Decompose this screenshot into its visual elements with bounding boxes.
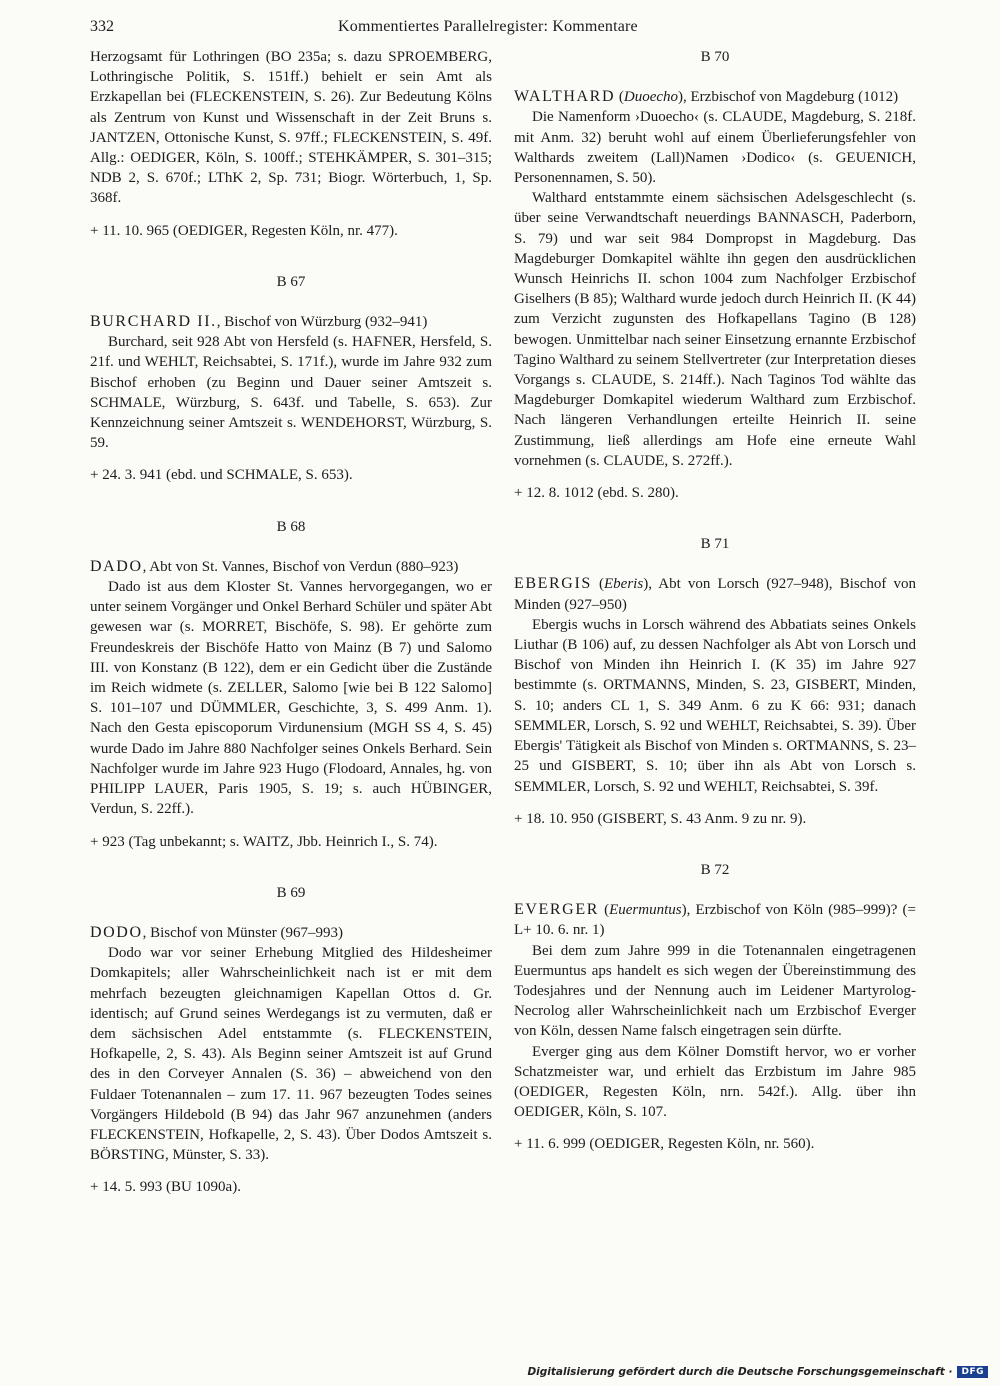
entry-heading: WALTHARD (Duoecho), Erzbischof von Magdeburg (1012) (514, 88, 899, 106)
entry-title: , Abt von St. Vannes, Bischof von Verdun (880–923) (142, 558, 459, 575)
death-date: + 11. 6. 999 (OEDIGER, Regesten Köln, nr. 560). (514, 1136, 815, 1153)
death-date: + 24. 3. 941 (ebd. und SCHMALE, S. 653). (90, 467, 353, 484)
entry-alias: Euermuntus (609, 902, 682, 919)
right-column (514, 47, 916, 1155)
dfg-logo: DFG (957, 1366, 988, 1378)
entry-title: , Abt von Lorsch (927–948), Bischof von Minden (927–950) (514, 576, 916, 613)
entry-body: Dodo war vor seiner Erhebung Mitglied des Hildesheimer Domkapitels; aller Wahrscheinlichkeit nach ist er mit dem mehrfach bezeugten gleichnamigen Kapellan Ottos d. Gr. identisch; auf Grund seines Werdegangs ist zu vermuten, daß er dem sächsischen Adel entstammte (s. FLECKENSTEIN, Hofkapelle, 2, S. 43). Als Beginn seiner Amtszeit ist auf Grund des in den Corveyer Annalen (S. 36) – abweichend von den Fuldaer Totenannalen – zum 17. 11. 967 bezeugten Todes seines Vorgängers Hildebold (B 94) das Jahr 967 anzunehmen (anders FLECKENSTEIN, Hofkapelle, 2, S. 43). Über Dodos Amtszeit s. BÖRSTING, Münster, S. 33). (90, 945, 492, 1164)
entry-name: EBERGIS (514, 575, 592, 593)
entry-body: Bei dem zum Jahre 999 in die Totenannalen eingetragenen Euermuntus aps handelt es sich wegen der Übereinstimmung des Todesjahres und der Nennung auch im Leidener Martyrolog-Necrolog aller Wahrscheinlichkeit nach um Erzbischof Everger von Köln, dessen Name falsch eingetragen sein dürfte. (514, 942, 916, 1040)
entry-heading (90, 557, 492, 577)
left-column (90, 47, 492, 1198)
entry-body: Die Namenform ›Duoecho‹ (s. CLAUDE, Magdeburg, S. 218f. mit Anm. 32) beruht wohl auf einem Überlieferungsfehler von Walthards zweitem (Lall)Namen ›Dodico‹ (s. GEUENICH, Personennamen, S. 50). (514, 109, 916, 187)
page-number: 332 (90, 18, 114, 35)
running-title: Kommentiertes Parallelregister: Kommentare (338, 18, 638, 35)
entry-body: Everger ging aus dem Kölner Domstift hervor, wo er vorher Schatzmeister war, und erhielt das Erzbistum im Jahre 985 (OEDIGER, Regesten Köln, nrn. 542f.). Allg. über ihn OEDIGER, Köln, S. 107. (514, 1043, 916, 1121)
entry-title: , Bischof von Münster (967–993) (142, 924, 344, 941)
entry-title: , Bischof von Würzburg (932–941) (216, 314, 428, 331)
entry-body: Walthard entstammte einem sächsischen Adelsgeschlecht (s. über seine Verwandtschaft neuerdings BANNASCH, Paderborn, S. 79) und war seit 984 Dompropst in Magdeburg. Das Magdeburger Domkapitel wählte ihn gegen den ausdrücklichen Wunsch Heinrichs II. schon 1004 zum Nachfolger Erzbischof Giselhers (B 85); Walthard wurde jedoch durch Heinrich II. (K 44) zum Verzicht zugunsten des Hofkapellans Tagino (B 128) bewogen. Unmittelbar nach seiner Einsetzung ernannte Erzbischof Tagino Walthard zu seinem Stellvertreter (zur Interpretation dieses Vorgangs s. CLAUDE, S. 214ff.). Nach Taginos Tod wählte das Magdeburger Domkapitel wiederum Walthard zum Erzbischof. Nach längeren Verhandlungen erteilte Heinrich II. seine Zustimmung, ließ allerdings am Hofe eine erneute Wahl vornehmen (s. CLAUDE, S. 272ff.). (514, 190, 916, 469)
entry-number: B 68 (276, 518, 306, 535)
entry-name: BURCHARD II. (90, 313, 217, 331)
entry-name: EVERGER (514, 901, 599, 919)
entry-number: B 67 (276, 273, 306, 290)
entry-heading: EBERGIS (Eberis), Abt von Lorsch (927–948), Bischof von Minden (927–950) (514, 575, 916, 613)
entry-name: DODO (90, 923, 143, 941)
entry-heading (90, 312, 492, 332)
entry-body: Dado ist aus dem Kloster St. Vannes hervorgegangen, wo er unter seinem Vorgänger und Onkel Berhard Schüler und später Abt gewesen war (s. MORRET, Bischöfe, S. 98). Er gehörte zum Freundeskreis der Bischöfe Hatto von Mainz (B 7) und Salomo III. von Konstanz (B 122), dem er ein Gedicht über die Zustände im Reich widmete (s. ZELLER, Salomo [wie bei B 122 Salomo] S. 101–107 und DÜMMLER, Geschichte, 3, S. 499 Anm. 1). Nach den Gesta episcoporum Virdunensium (MGH SS 4, S. 45) wurde Dado im Jahre 880 Nachfolger seines Onkels Berhard. Sein Nachfolger wurde im Jahre 923 Hugo (Flodoard, Annales, hg. von PHILIPP LAUER, Paris 1905, S. 19; s. auch HÜBINGER, Verdun, S. 22ff.). (90, 579, 492, 818)
death-date: + 14. 5. 993 (BU 1090a). (90, 1179, 241, 1196)
digitization-footer (527, 1366, 988, 1378)
entry-heading: EVERGER (Euermuntus), Erzbischof von Köln (985–999)? (= L+ 10. 6. nr. 1) (514, 901, 917, 939)
entry-body: Burchard, seit 928 Abt von Hersfeld (s. HAFNER, Hersfeld, S. 21f. und WEHLT, Reichsabtei, S. 171f.), wurde im Jahre 932 zum Bischof erhoben (zu Beginn und Dauer seiner Amtszeit s. SCHMALE, Würzburg, S. 643f. und Tabelle, S. 653). Zur Kennzeichnung seiner Amtszeit s. WENDEHORST, Würzburg, S. 59. (90, 334, 492, 452)
footer-text: Digitalisierung gefördert durch die Deutsche Forschungsgemeinschaft · (527, 1366, 953, 1378)
entry-number: B 70 (700, 49, 730, 65)
entry-alias: Eberis (604, 576, 644, 593)
continuation-text: Herzogsamt für Lothringen (BO 235a; s. dazu SPROEMBERG, Lothringische Politik, S. 151ff.) behielt er sein Amt als Erzkapellan bei (FLECKENSTEIN, S. 26). Zur Bedeutung Kölns als Zentrum von Kunst und Wissenschaft in der Zeit Bruns s. JANTZEN, Ottonische Kunst, S. 97ff.; FLECKENSTEIN, S. 49f. Allg.: OEDIGER, Köln, S. 100ff.; STEHKÄMPER, S. 301–315; NDB 2, S. 670f.; LThK 2, Sp. 731; Biogr. Wörterbuch, 1, Sp. 368f. (90, 49, 492, 207)
entry-title: , Erzbischof von Köln (985–999)? (= L+ 10. 6. nr. 1) (514, 902, 917, 939)
entry-name: DADO (90, 557, 143, 575)
entry-number: B 69 (276, 884, 306, 901)
death-date: + 923 (Tag unbekannt; s. WAITZ, Jbb. Heinrich I., S. 74). (90, 833, 438, 850)
entry-title: , Erzbischof von Magdeburg (1012) (683, 89, 899, 106)
death-date: + 18. 10. 950 (GISBERT, S. 43 Anm. 9 zu nr. 9). (514, 810, 807, 827)
entry-number: B 72 (700, 861, 730, 878)
entry-heading (90, 923, 492, 943)
death-date: + 11. 10. 965 (OEDIGER, Regesten Köln, nr. 477). (90, 222, 398, 239)
death-date: + 12. 8. 1012 (ebd. S. 280). (514, 485, 679, 502)
entry-name: WALTHARD (514, 88, 616, 106)
entry-body: Ebergis wuchs in Lorsch während des Abbatiats seines Onkels Liuthar (B 106) auf, zu dessen Nachfolger als Abt von Lorsch und Bischof von Minden ihn Heinrich I. (K 35) im Jahre 927 bestimmte (s. ORTMANNS, Minden, S. 23, GISBERT, Minden, S. 10; anders CL 1, S. 349 Anm. 6 zu K 66: 931; danach SEMMLER, Lorsch, S. 92 und WEHLT, Reichsabtei, S. 39). Über Ebergis' Tätigkeit als Bischof von Minden s. ORTMANNS, S. 23–25 und GISBERT, S. 10; über ihn als Abt von Lorsch s. SEMMLER, Lorsch, S. 92 und WEHLT, Reichsabtei, S. 39f. (514, 616, 916, 795)
entry-number: B 71 (700, 536, 730, 553)
entry-alias: Duoecho (623, 89, 679, 106)
